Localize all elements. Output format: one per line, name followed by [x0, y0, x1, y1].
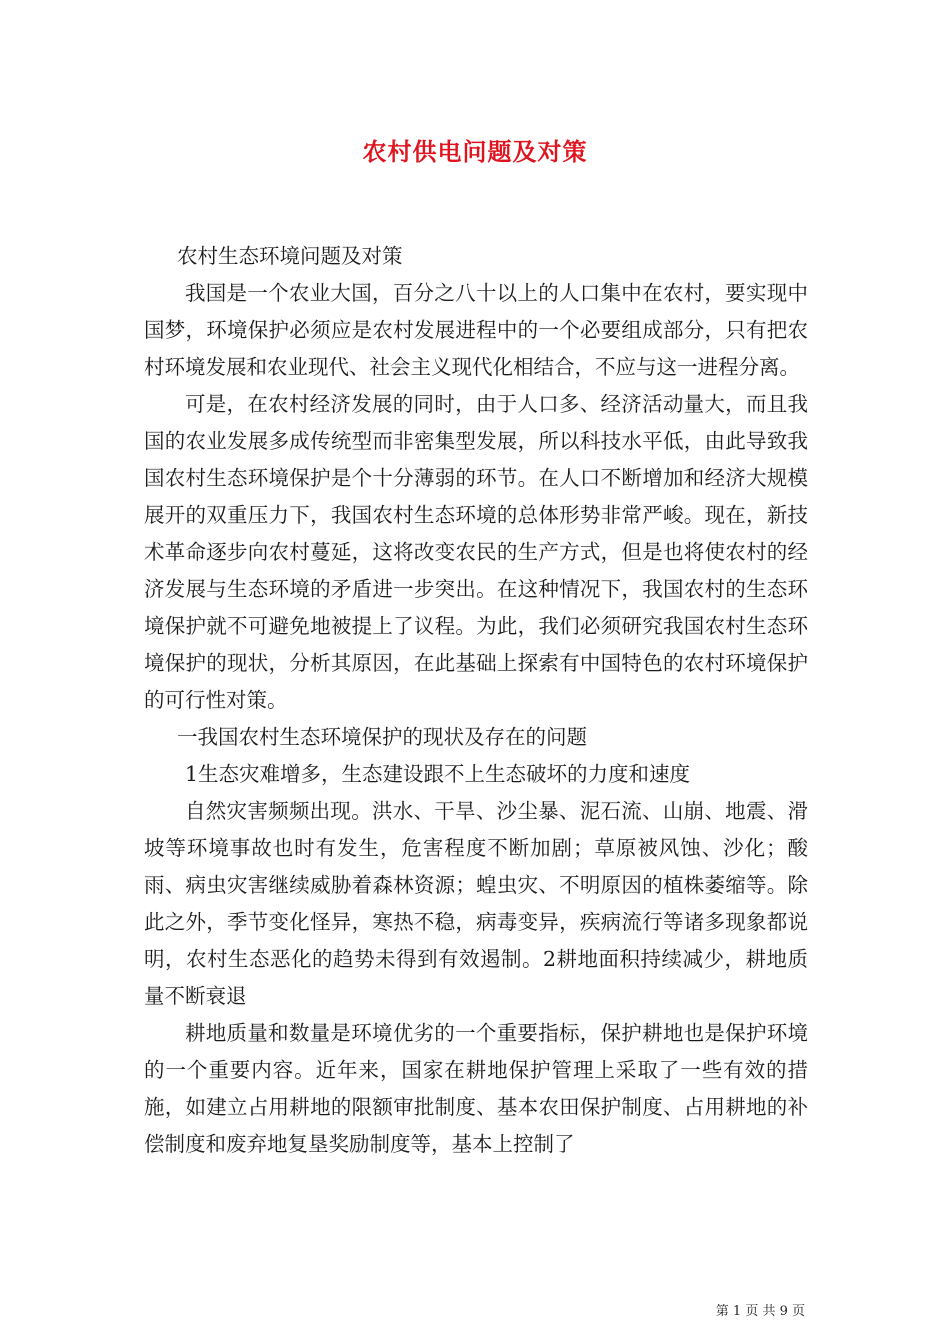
paragraph: 耕地质量和数量是环境优劣的一个重要指标，保护耕地也是保护环境的一个重要内容。近年来，国家在耕地保护管理上采取了一些有效的措施，如建立占用耕地的限额审批制度、基本农田保护制度、占用耕地的补偿制度和废弃地复垦奖励制度等，基本上控制了 — [144, 1021, 808, 1156]
paragraph: 我国是一个农业大国，百分之八十以上的人口集中在农村，要实现中国梦，环境保护必须应是农村发展进程中的一个必要组成部分，只有把农村环境发展和农业现代、社会主义现代化相结合，不应与这一进程分离。 — [144, 281, 808, 379]
subsection-heading: 1生态灾难增多，生态建设跟不上生态破坏的力度和速度 — [185, 762, 691, 786]
paragraph: 自然灾害频频出现。洪水、干旱、沙尘暴、泥石流、山崩、地震、滑坡等环境事故也时有发生，危害程度不断加剧；草原被风蚀、沙化；酸雨、病虫灾害继续威胁着森林资源；蝗虫灾、不明原因的植株萎缩等。除此之外，季节变化怪异，寒热不稳，病毒变异，疾病流行等诸多现象都说明，农村生态恶化的趋势未得到有效遏制。2耕地面积持续减少，耕地质量不断衰退 — [144, 799, 808, 1008]
document-subtitle: 农村生态环境问题及对策 — [177, 244, 403, 268]
section-heading: 一我国农村生态环境保护的现状及存在的问题 — [177, 725, 587, 749]
document-title: 农村供电问题及对策 — [362, 137, 588, 166]
paragraph: 可是，在农村经济发展的同时，由于人口多、经济活动量大，而且我国的农业发展多成传统型而非密集型发展，所以科技水平低，由此导致我国农村生态环境保护是个十分薄弱的环节。在人口不断增加和经济大规模展开的双重压力下，我国农村生态环境的总体形势非常严峻。现在，新技术革命逐步向农村蔓延，这将改变农民的生产方式，但是也将使农村的经济发展与生态环境的矛盾进一步突出。在这种情况下，我国农村的生态环境保护就不可避免地被提上了议程。为此，我们必须研究我国农村生态环境保护的现状，分析其原因，在此基础上探索有中国特色的农村环境保护的可行性对策。 — [144, 392, 808, 712]
page-number: 第 1 页 共 9 页 — [715, 1304, 805, 1319]
document-body — [144, 238, 808, 1163]
